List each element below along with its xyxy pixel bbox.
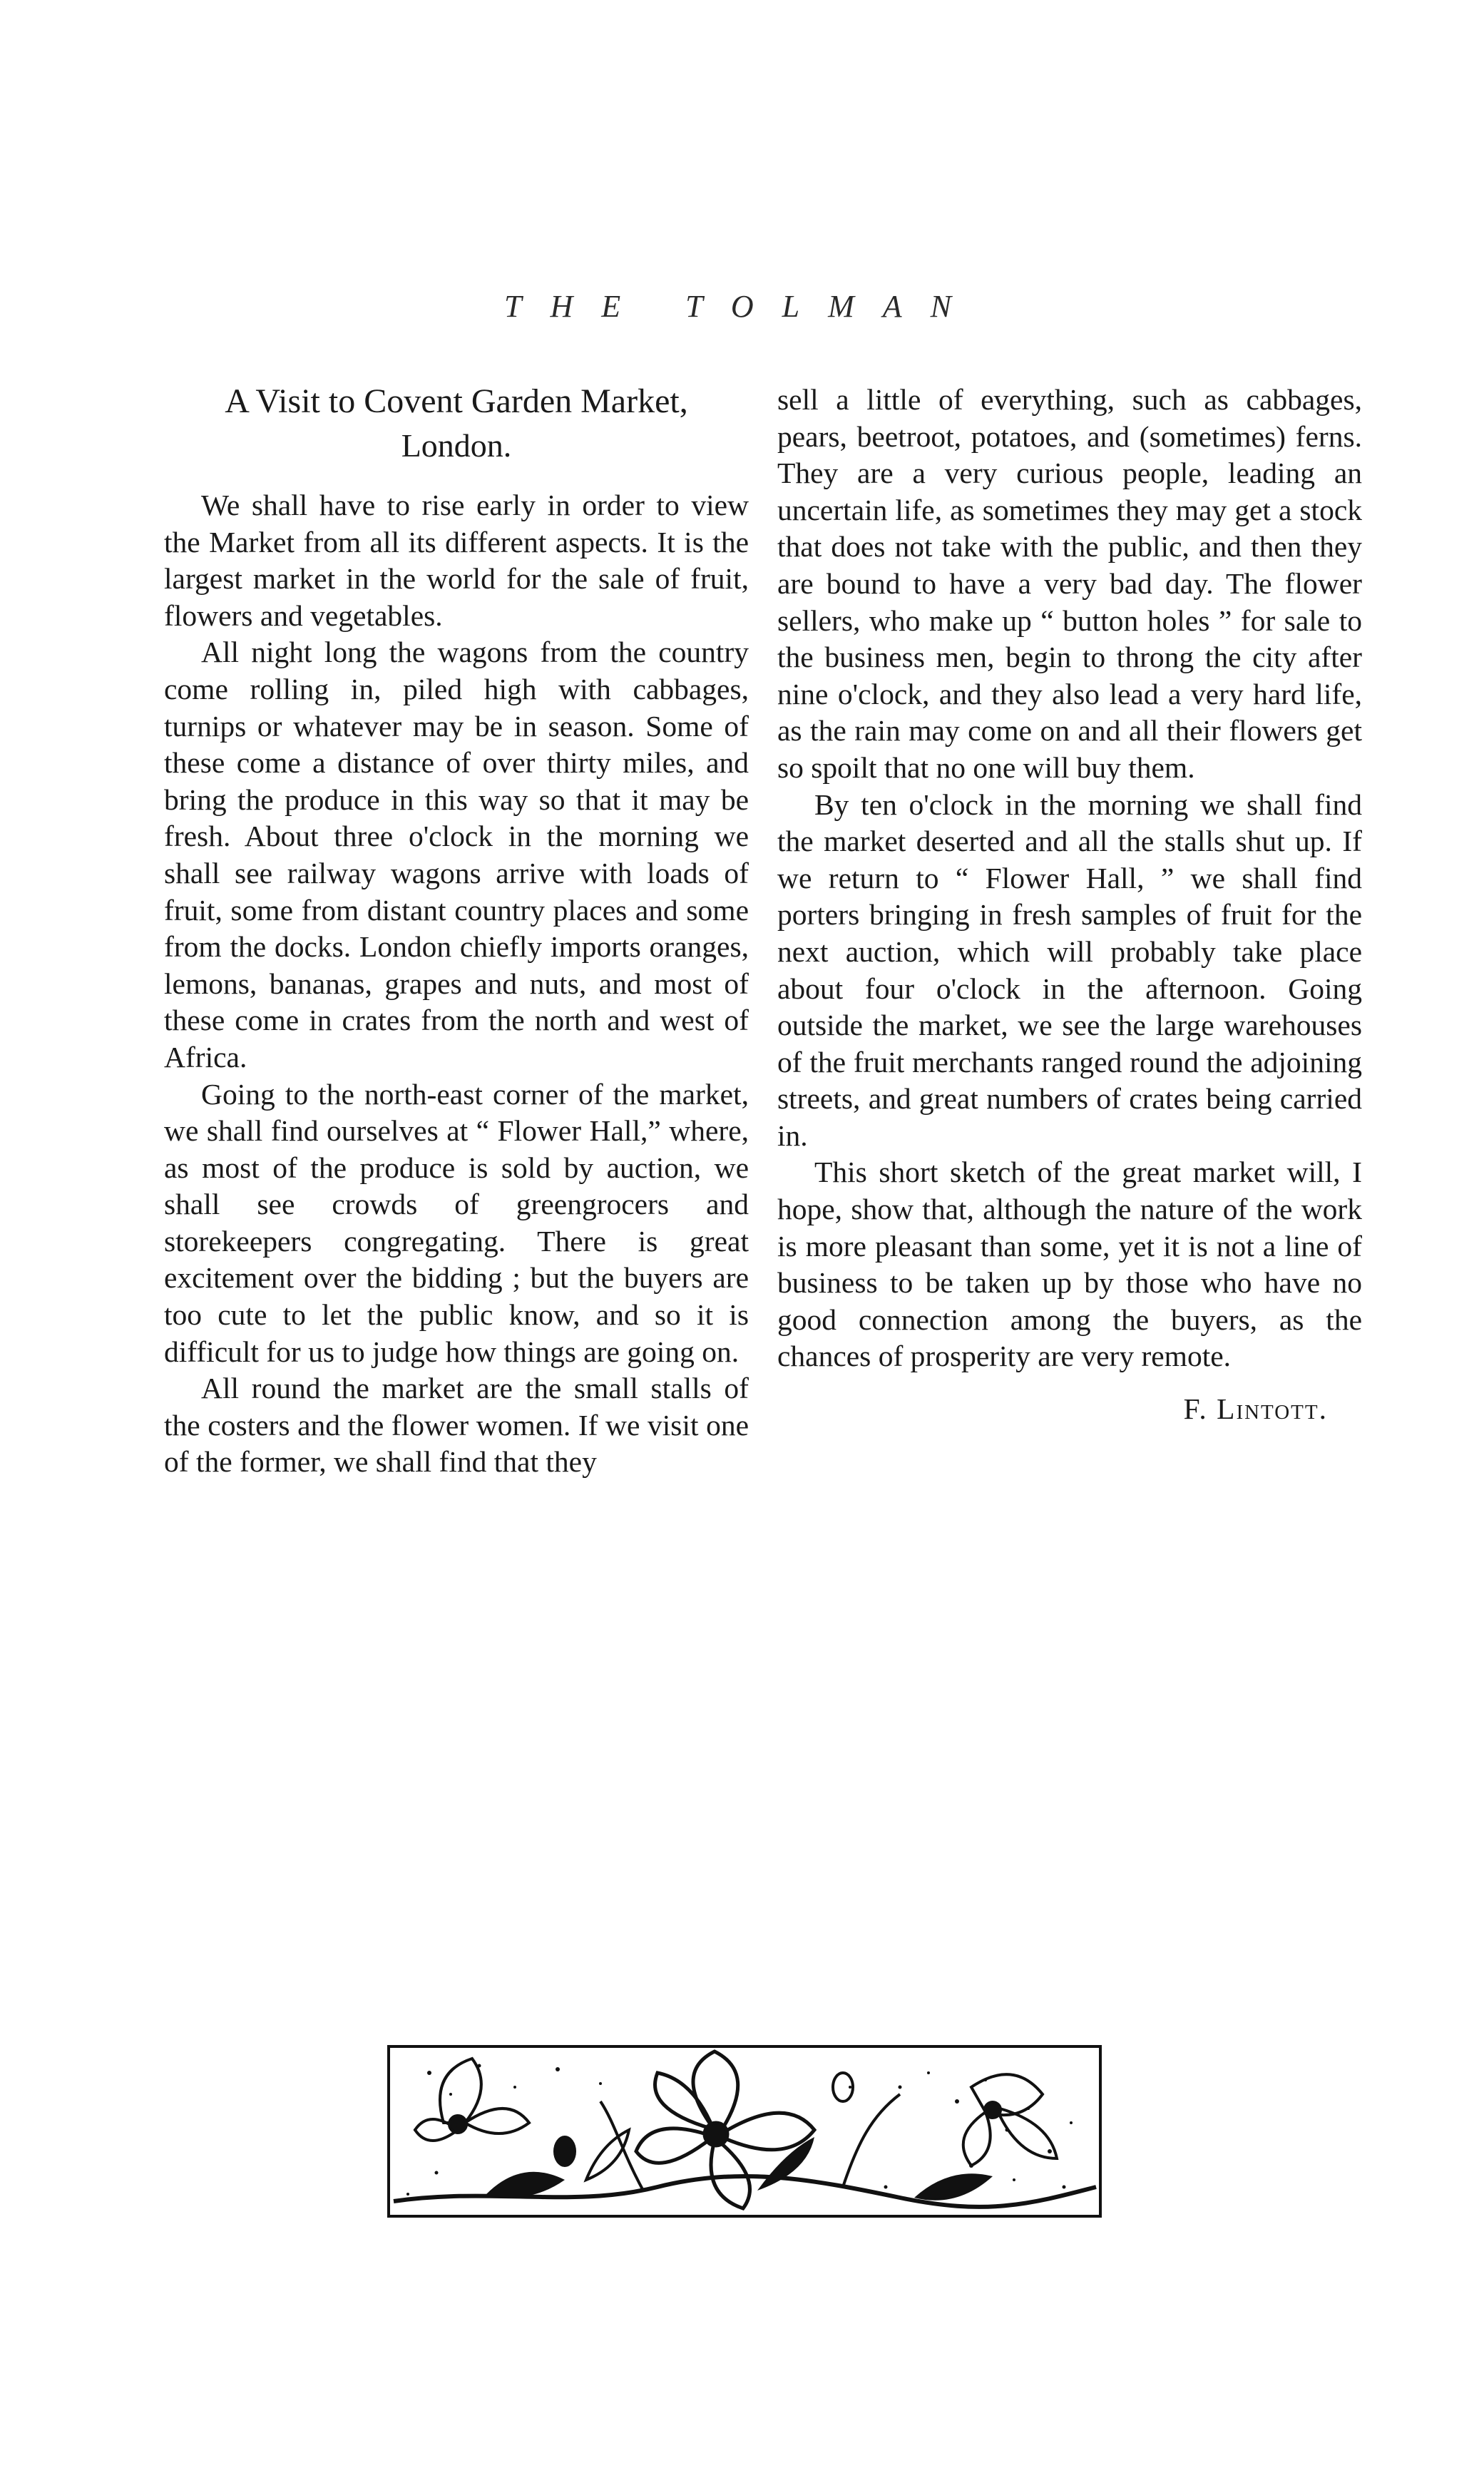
paragraph: All round the market are the small stalls of the costers and the flower women. If we visit one of the former, we shall find that they xyxy=(164,1372,749,1479)
paragraph: We shall have to rise early in order to view the Market from all its different aspects. It is the largest market in the world for the sale of fruit, flowers and vegetables. xyxy=(164,489,749,632)
article-subtitle: London. xyxy=(401,427,512,464)
author-signature: F. Lintott. xyxy=(1183,1392,1328,1426)
paragraph: This short sketch of the great market will, I hope, show that, although the nature of the work is more pleasant than some, yet it is not a line of business to be taken up by those who have no good connection among the buyers, as the chances of prosperity are very remote. xyxy=(777,1156,1362,1373)
paragraph: Going to the north-east corner of the market, we shall find ourselves at “ Flower Hall,” where, as most of the produce is sold by auction, we shall see crowds of greengrocers and storekeepers congregating. There is great excitement over the bidding ; but the buyers are too cute to let the public know, and so it is difficult for us to judge how things are going on. xyxy=(164,1077,749,1368)
article-title: A Visit to Covent Garden Market, xyxy=(225,382,688,420)
floral-tailpiece-icon xyxy=(387,2044,1102,2218)
article-column-right xyxy=(777,382,1362,1428)
paragraph: By ten o'clock in the morning we shall find the market deserted and all the stalls shut up. If we return to “ Flower Hall, ” we shall find porters bringing in fresh samples of fruit for the next auction, which will probably take place about four o'clock in the afternoon. Going outside the market, we see the large warehouses of the fruit merchants ranged round the adjoining streets, and great numbers of crates being carried in. xyxy=(777,787,1362,1152)
running-head: THE TOLMAN xyxy=(504,289,980,324)
paragraph-continued: sell a little of everything, such as cabbages, pears, beetroot, potatoes, and (sometimes) ferns. They are a very curious people, leading an uncertain life, as sometimes they may get a stock that does not take with the public, and then they are bound to have a very bad day. The flower sellers, who make up “ button holes ” for sale to the business men, begin to throng the city after nine o'clock, and they also lead a very hard life, as the rain may come on and all their flowers get so spoilt that no one will buy them. xyxy=(777,383,1362,784)
article-column-left xyxy=(164,382,749,1481)
paragraph: All night long the wagons from the country come rolling in, piled high with cabbages, turnips or whatever may be in season. Some of these come a distance of over thirty miles, and bring the produce in this way so that it may be fresh. About three o'clock in the morning we shall see railway wagons arrive with loads of fruit, some from distant country places and some from the docks. London chiefly imports oranges, lemons, bananas, grapes and nuts, and most of these come in crates from the north and west of Africa. xyxy=(164,636,749,1074)
